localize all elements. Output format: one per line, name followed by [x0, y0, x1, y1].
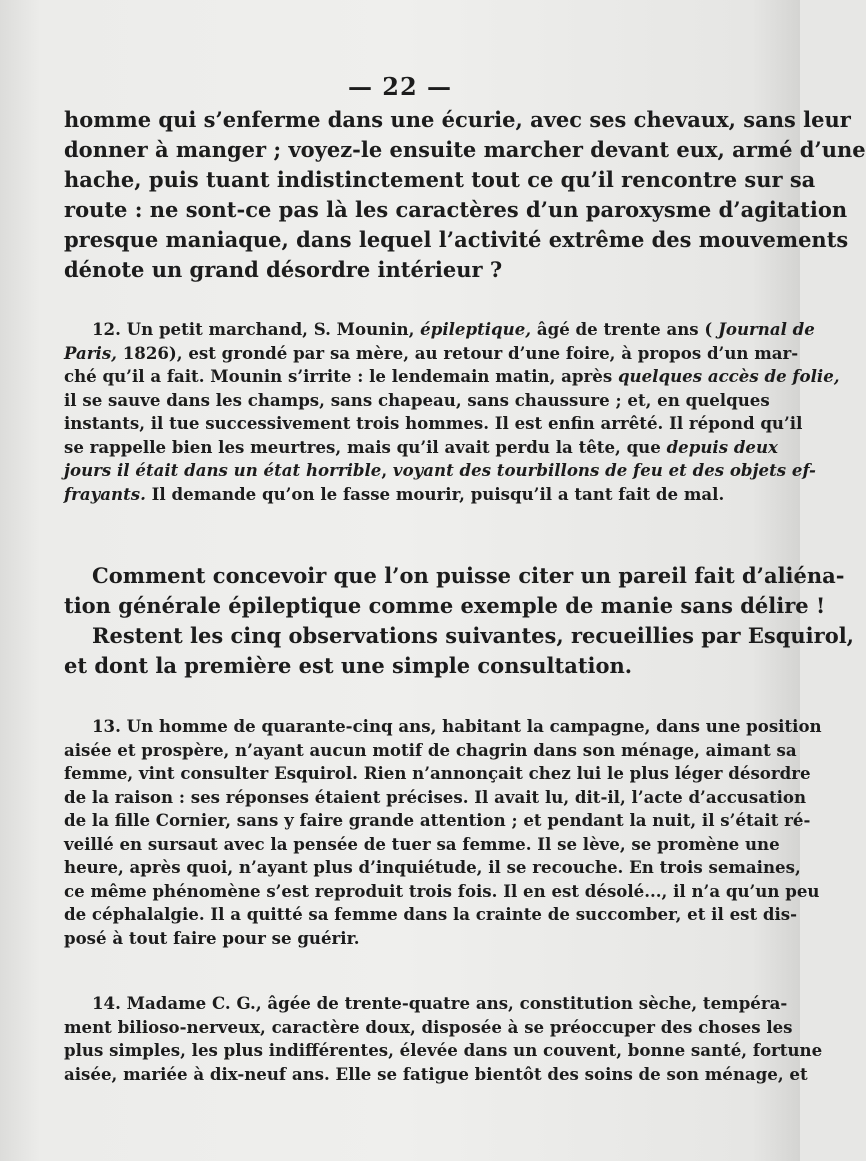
text-line: [64, 483, 725, 507]
text-line: de céphalalgie. Il a quitté sa femme dans la crainte de succomber, et il est dis-: [64, 904, 798, 924]
text-line: de la raison : ses réponses étaient précises. Il avait lu, dit-il, l’acte d’accusation: [64, 786, 807, 807]
text-line: [64, 412, 803, 436]
italic-run: depuis deux: [666, 436, 778, 457]
text-line: Comment concevoir que l’on puisse citer un pareil fait d’aliéna-: [92, 563, 845, 588]
text-line: [64, 342, 799, 366]
text-run: ,: [381, 460, 393, 480]
italic-run: épileptique,: [420, 319, 532, 339]
text-line: 14. Madame C. G., âgée de trente-quatre ans, constitution sèche, tempéra-: [92, 993, 788, 1013]
text-line: aisée et prospère, n’ayant aucun motif de chagrin dans son ménage, aimant sa: [64, 739, 797, 760]
text-line: veillé en sursaut avec la pensée de tuer sa femme. Il se lève, se promène une: [64, 833, 780, 854]
text-line: femme, vint consulter Esquirol. Rien n’annonçait chez lui le plus léger désordre: [64, 763, 811, 783]
italic-run: Paris,: [64, 342, 117, 363]
observation-12: [64, 318, 840, 506]
text-run: se rappelle bien les meurtres, mais qu’il avait perdu la tête, que: [64, 436, 667, 457]
text-line: aisée, mariée à dix-neuf ans. Elle se fatigue bientôt des soins de son ménage, et: [64, 1063, 808, 1084]
paragraph-text: [64, 992, 823, 1086]
italic-run: jours il était dans un état horrible: [64, 460, 382, 480]
text-line: [64, 459, 816, 483]
text-line: route : ne sont-ce pas là les caractères d’un paroxysme d’agitation: [64, 197, 848, 222]
paragraph-text: [64, 561, 854, 681]
text-line: [64, 318, 815, 342]
text-line: [64, 436, 778, 460]
commentary-paragraph: [64, 561, 854, 681]
text-line: donner à manger ; voyez-le ensuite marcher devant eux, armé d’une: [64, 137, 866, 162]
paragraph-text: [64, 318, 840, 506]
text-line: homme qui s’enferme dans une écurie, avec ses chevaux, sans leur: [64, 107, 851, 132]
text-line: presque maniaque, dans lequel l’activité extrême des mouvements: [64, 227, 849, 252]
text-line: Restent les cinq observations suivantes, recueillies par Esquirol,: [92, 623, 854, 648]
text-line: tion générale épileptique comme exemple de manie sans délire !: [64, 593, 826, 618]
text-line: dénote un grand désordre intérieur ?: [64, 257, 503, 282]
text-line: posé à tout faire pour se guérir.: [64, 927, 360, 948]
text-line: ce même phénomène s’est reproduit trois fois. Il en est désolé..., il n’a qu’un peu: [64, 880, 820, 901]
text-line: [64, 365, 840, 389]
text-line: heure, après quoi, n’ayant plus d’inquiétude, il se recouche. En trois semaines,: [64, 857, 801, 877]
text-run: il se sauve dans les champs, sans chapeau, sans chaussure ; et, en quelques: [64, 389, 770, 410]
paragraph-text: [64, 715, 822, 950]
text-run: 1826), est grondé par sa mère, au retour d’une foire, à propos d’un mar-: [116, 342, 799, 363]
text-run: 12. Un petit marchand, S. Mounin,: [92, 319, 421, 339]
observation-14: [64, 992, 823, 1086]
italic-run: Journal de: [718, 319, 815, 339]
italic-run: quelques accès de folie,: [617, 366, 840, 386]
text-line: et dont la première est une simple consultation.: [64, 653, 633, 678]
text-line: 13. Un homme de quarante-cinq ans, habitant la campagne, dans une position: [92, 716, 822, 736]
italic-run: voyant des tourbillons de feu et des objets ef-: [392, 460, 816, 480]
text-line: plus simples, les plus indifférentes, élevée dans un couvent, bonne santé, fortune: [64, 1040, 823, 1060]
text-line: ment bilioso-nerveux, caractère doux, disposée à se préoccuper des choses les: [64, 1016, 793, 1037]
observation-13: [64, 715, 822, 950]
italic-run: frayants.: [64, 483, 146, 504]
text-line: [64, 389, 770, 413]
text-line: de la fille Cornier, sans y faire grande attention ; et pendant la nuit, il s’était ré-: [64, 810, 811, 830]
text-run: Il demande qu’on le fasse mourir, puisqu’il a tant fait de mal.: [145, 483, 725, 504]
text-line: hache, puis tuant indistinctement tout ce qu’il rencontre sur sa: [64, 167, 816, 192]
text-run: âgé de trente ans (: [531, 319, 719, 339]
text-run: ché qu’il a fait. Mounin s’irrite : le lendemain matin, après: [64, 366, 618, 386]
paragraph-text: [64, 105, 866, 285]
text-run: instants, il tue successivement trois hommes. Il est enfin arrêté. Il répond qu’il: [64, 413, 803, 433]
paragraph-continuation: [64, 105, 866, 285]
page-number: — 22 —: [347, 72, 453, 101]
